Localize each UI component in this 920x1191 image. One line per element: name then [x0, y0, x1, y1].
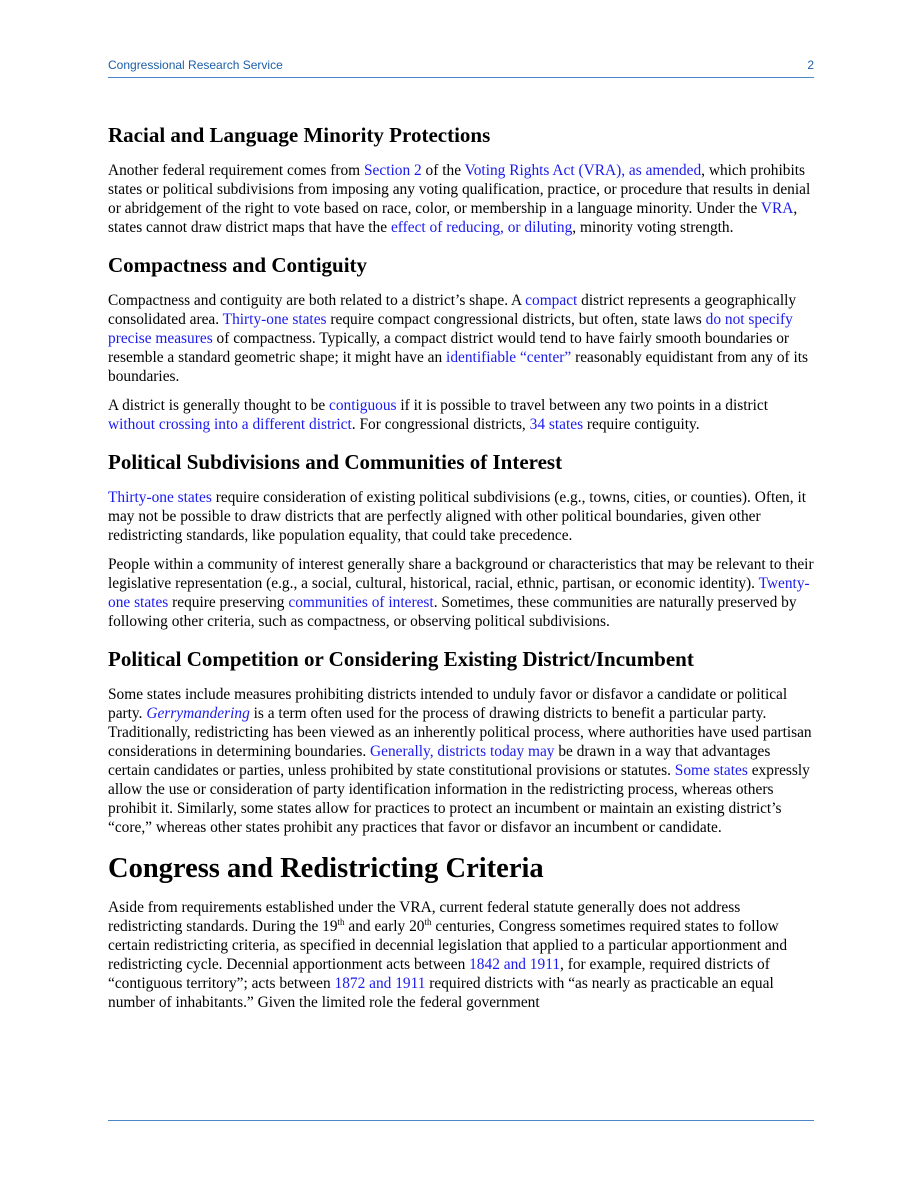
document-body [108, 122, 814, 1027]
paragraph: A district is generally thought to be contiguous if it is possible to travel between any two points in a district without crossing into a different district. For congressional districts, 34 states require contiguity. [108, 397, 768, 433]
header-org-name: Congressional Research Service [108, 58, 283, 72]
chapter-heading: Congress and Redistricting Criteria [108, 853, 544, 884]
link-thirty-one-states-subdivisions[interactable]: Thirty-one states [108, 489, 212, 506]
section-heading: Racial and Language Minority Protections [108, 123, 491, 147]
footer-rule [108, 1120, 814, 1121]
section-political-competition [108, 646, 814, 837]
link-voting-rights-act[interactable]: Voting Rights Act (VRA), as amended [464, 162, 702, 179]
link-vra[interactable]: VRA [760, 200, 794, 217]
link-effect-of-reducing[interactable]: effect of reducing, or diluting [390, 219, 573, 236]
paragraph: Compactness and contiguity are both related to a district’s shape. A compact district represents a geographically consolidated area. Thirty-one states require compact congressional districts, but often, state laws do not specify precise measures of compactness. Typically, a compact district would tend to have fairly smooth boundaries or resemble a standard geometric shape; it might have an identifiable “center” reasonably equidistant from any of its boundaries. [108, 292, 809, 385]
link-1872-1911[interactable]: 1872 and 1911 [334, 975, 426, 992]
link-section-2[interactable]: Section 2 [363, 162, 422, 179]
link-thirty-one-states[interactable]: Thirty-one states [222, 311, 327, 328]
section-heading: Political Subdivisions and Communities of Interest [108, 450, 563, 474]
section-racial-language [108, 122, 814, 237]
link-identifiable-center[interactable]: identifiable “center” [446, 349, 572, 366]
link-contiguous[interactable]: contiguous [329, 397, 397, 414]
link-compact[interactable]: compact [525, 292, 578, 309]
paragraph: Thirty-one states require consideration of existing political subdivisions (e.g., towns, cities, or counties). Often, it may not be possible to draw districts that are perfectly aligned with other political boundaries, given other redistricting standards, like population equality, that could take precedence. [108, 489, 806, 544]
header-page-number: 2 [807, 58, 814, 72]
running-header [108, 58, 814, 78]
paragraph: Another federal requirement comes from Section 2 of the Voting Rights Act (VRA), as amended, which prohibits states or political subdivisions from imposing any voting qualification, practice, or procedure that results in denial or abridgement of the right to vote based on race, color, or membership in a language minority. Under the VRA, states cannot draw district maps that have the effect of reducing, or diluting, minority voting strength. [108, 162, 811, 236]
link-1842-1911[interactable]: 1842 and 1911 [469, 956, 561, 973]
link-twenty-one-states[interactable]: Twenty-one states [108, 575, 810, 611]
section-congress-criteria [108, 852, 814, 1012]
link-precise-measures[interactable]: do not specify precise measures [108, 311, 793, 347]
link-districts-today-may[interactable]: Generally, districts today may [370, 743, 555, 760]
paragraph: People within a community of interest generally share a background or characteristics that may be relevant to their legislative representation (e.g., a social, cultural, historical, racial, ethnic, partisan, or economic identity). Twenty-one states require preserving communities of interest. Sometimes, these communities are naturally preserved by following other criteria, such as compactness, or observing political subdivisions. [108, 556, 814, 630]
link-some-states[interactable]: Some states [674, 762, 748, 779]
link-without-crossing[interactable]: without crossing into a different district [108, 416, 352, 433]
section-political-subdivisions [108, 449, 814, 631]
section-heading: Political Competition or Considering Existing District/Incumbent [108, 647, 694, 671]
link-34-states[interactable]: 34 states [529, 416, 584, 433]
paragraph: Aside from requirements established under the VRA, current federal statute generally does not address redistricting standards. During the 19th and early 20th centuries, Congress sometimes required states to follow certain redistricting criteria, as specified in decennial legislation that applied to a particular apportionment and redistricting cycle. Decennial apportionment acts between 1842 and 1911, for example, required districts of “contiguous territory”; acts between 1872 and 1911 required districts with “as nearly as practicable an equal number of inhabitants.” Given the limited role the federal government [108, 899, 788, 1011]
link-communities-of-interest[interactable]: communities of interest [288, 594, 434, 611]
paragraph: Some states include measures prohibiting districts intended to unduly favor or disfavor a candidate or political party. Gerrymandering is a term often used for the process of drawing districts to benefit a particular party. Traditionally, redistricting has been viewed as an inherently political process, where authorities have used partisan considerations in determining boundaries. Generally, districts today may be drawn in a way that advantages certain candidates or parties, unless prohibited by state constitutional provisions or statutes. Some states expressly allow the use or consideration of party identification information in the redistricting process, whereas others prohibit it. Similarly, some states allow for practices to protect an incumbent or maintain an existing district’s “core,” whereas other states prohibit any practices that favor or disfavor an incumbent or candidate. [108, 686, 812, 836]
link-gerrymandering[interactable]: Gerrymandering [146, 705, 250, 722]
section-compactness [108, 252, 814, 434]
section-heading: Compactness and Contiguity [108, 253, 368, 277]
